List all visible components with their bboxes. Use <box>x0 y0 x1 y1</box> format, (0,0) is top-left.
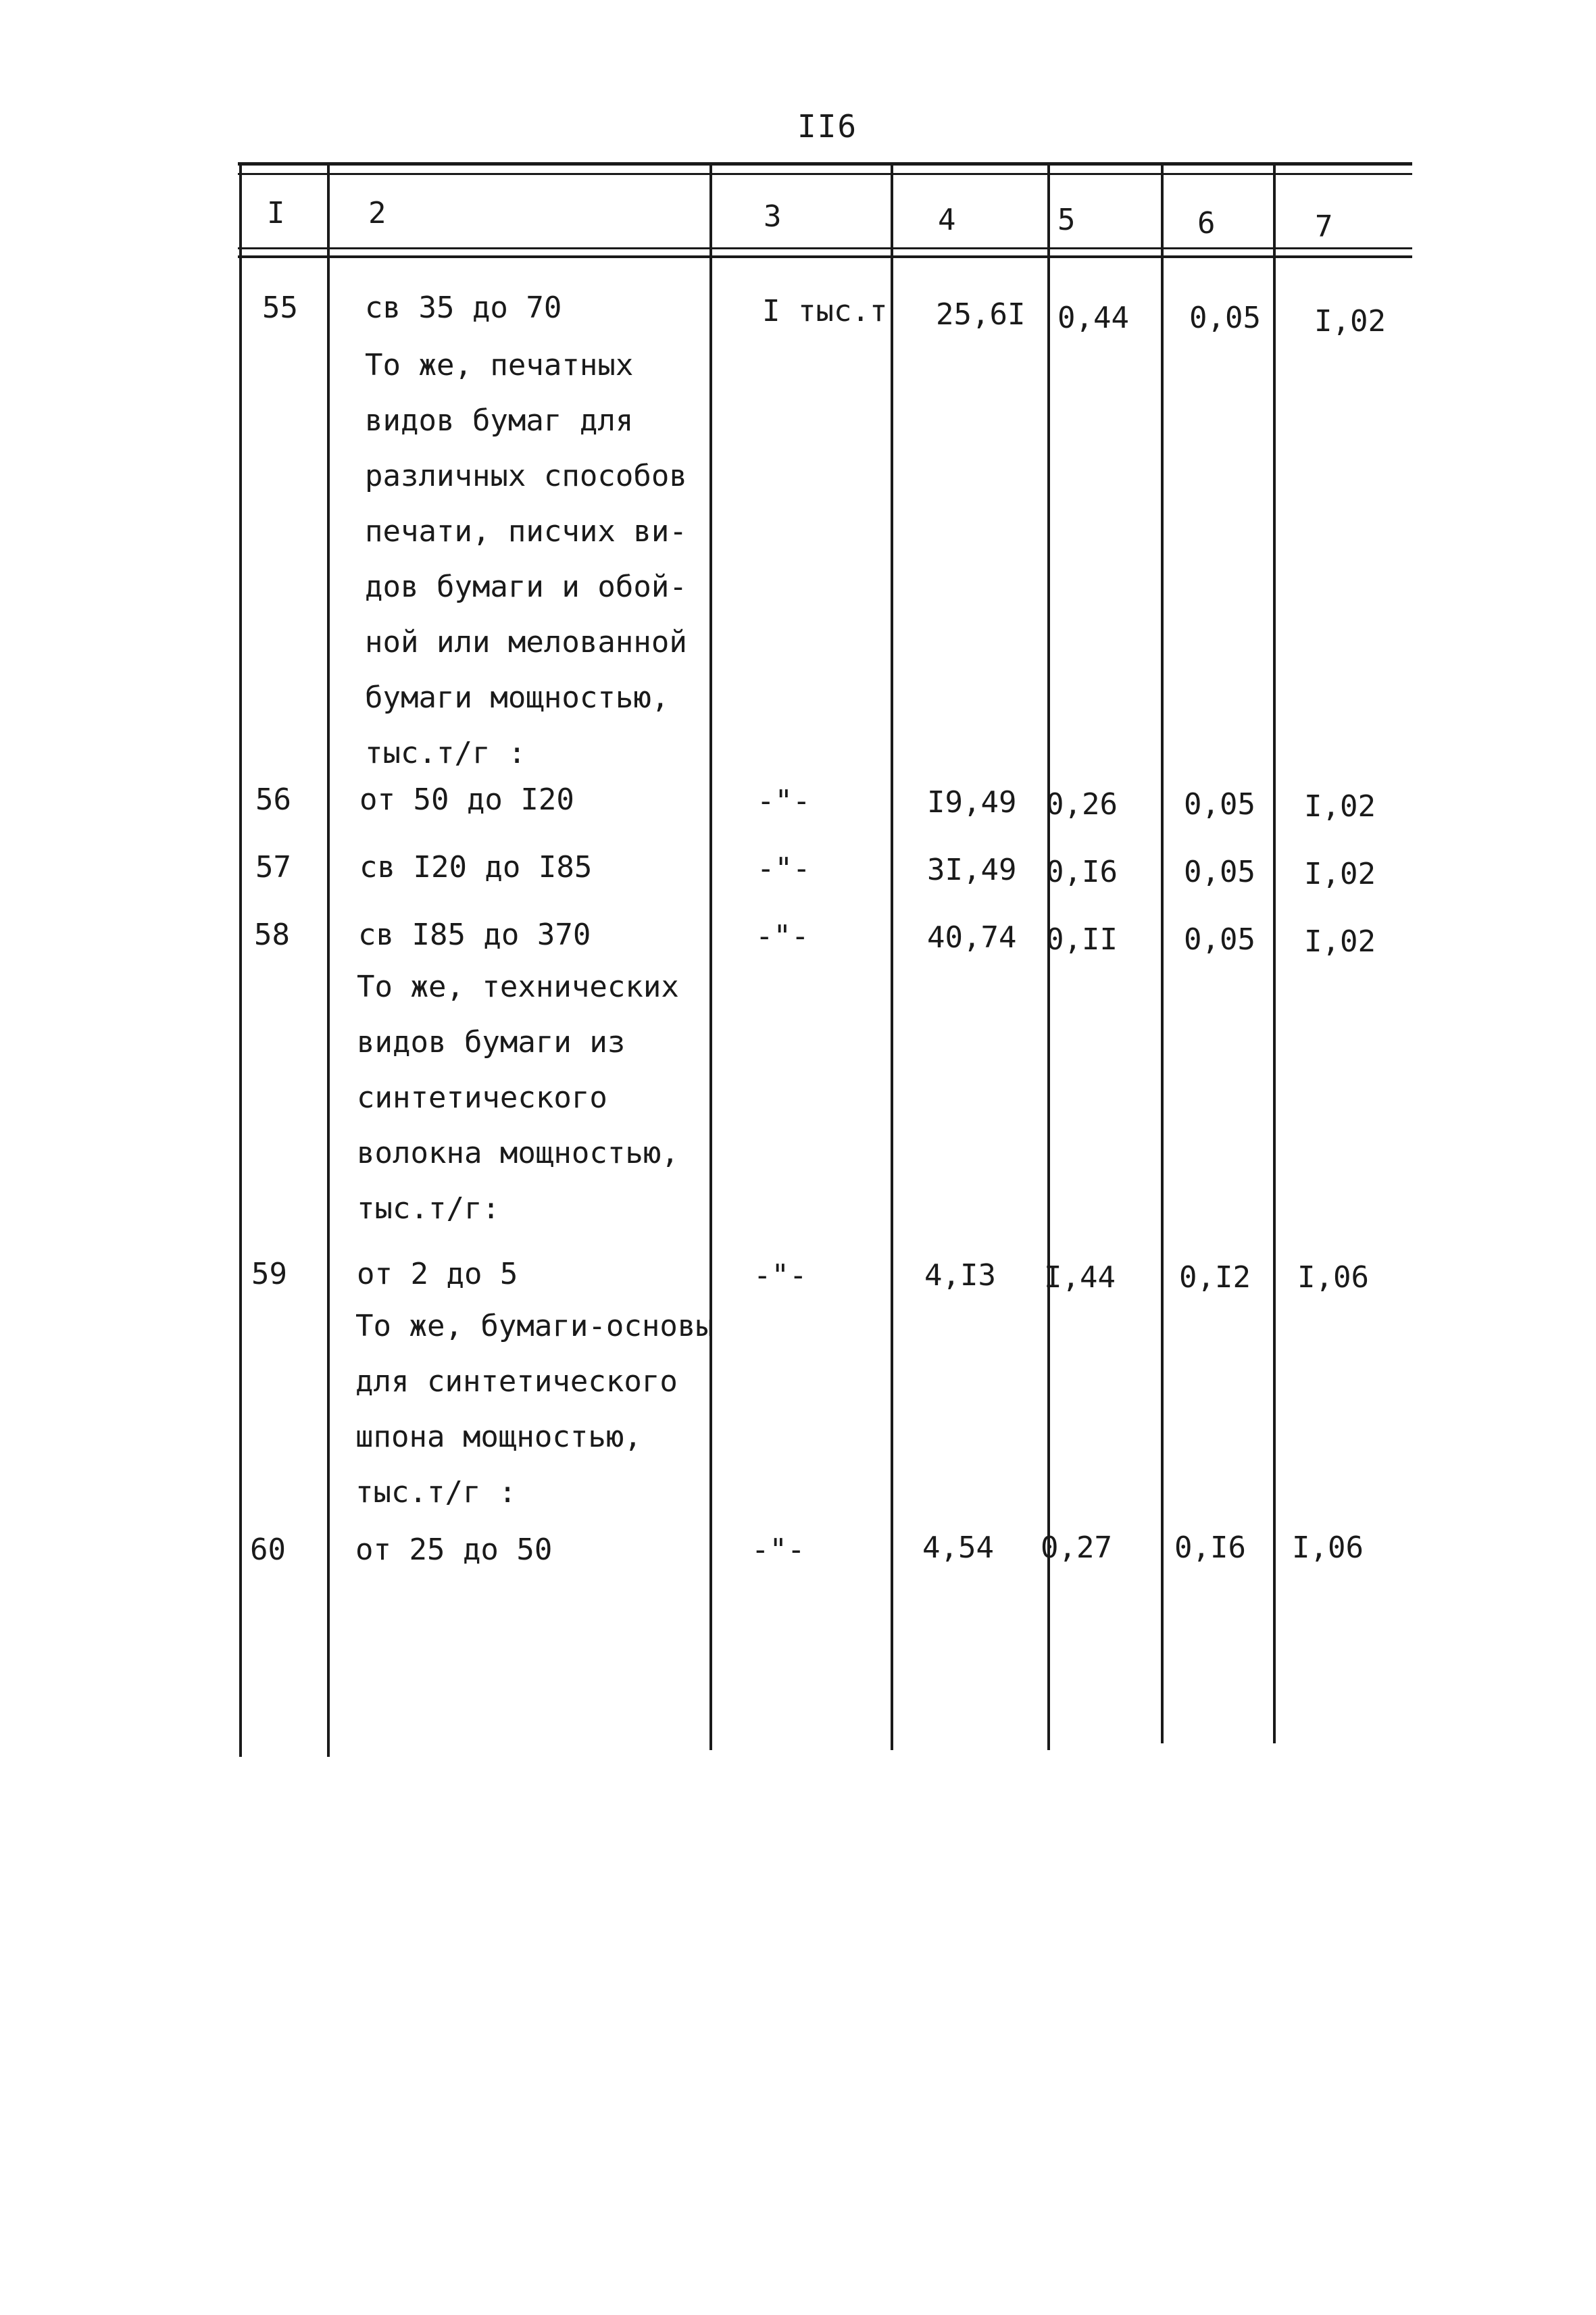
row-text: от 50 до I20 <box>359 782 574 817</box>
row-col4: I9,49 <box>927 785 1017 820</box>
row-col7: I,02 <box>1314 304 1386 339</box>
row-unit: -"- <box>757 784 811 818</box>
row-number: 56 <box>255 782 291 817</box>
row-col7: I,02 <box>1304 857 1376 891</box>
row-col7: I,02 <box>1304 924 1376 959</box>
row-number: 58 <box>254 918 290 952</box>
table-top-rule <box>238 162 1412 166</box>
row-number: 60 <box>250 1533 286 1567</box>
row-col6: 0,05 <box>1184 922 1255 957</box>
row-col5: 0,II <box>1046 922 1118 957</box>
row-col6: 0,I2 <box>1179 1260 1251 1295</box>
row-text: св I85 до 370 <box>358 918 591 952</box>
row-col5: 0,44 <box>1057 301 1129 335</box>
column-header-7: 7 <box>1315 209 1333 244</box>
row-unit: -"- <box>757 851 811 886</box>
row-col4: 3I,49 <box>927 853 1017 887</box>
row-number: 59 <box>251 1257 287 1291</box>
row-text: от 25 до 50 <box>355 1533 553 1567</box>
row-description: То же, печатных видов бумаг для различных способов печати, писчих ви- дов бумаги и обой- ной или мелованной бумаги мощностью, тыс.т/г : <box>365 348 687 770</box>
column-header-1: I <box>267 196 285 230</box>
row-col7: I,06 <box>1292 1530 1364 1565</box>
row-col7: I,06 <box>1297 1260 1369 1295</box>
row-col6: 0,05 <box>1184 787 1255 822</box>
row-unit: -"- <box>753 1258 807 1293</box>
row-col6: 0,05 <box>1184 855 1255 889</box>
header-bottom-rule <box>238 247 1412 249</box>
row-text: от 2 до 5 <box>357 1257 518 1291</box>
header-bottom-rule-inner <box>238 255 1412 258</box>
row-col4: 40,74 <box>927 920 1017 955</box>
row-col5: 0,26 <box>1046 787 1118 822</box>
row-col4: 25,6I <box>936 297 1026 332</box>
row-number: 55 <box>262 291 298 325</box>
column-rule <box>1273 162 1276 1743</box>
row-unit: -"- <box>755 919 809 953</box>
column-rule <box>1161 162 1164 1743</box>
column-header-4: 4 <box>938 203 956 237</box>
row-col4: 4,I3 <box>924 1258 996 1293</box>
row-description: То же, технических видов бумаги из синтетического волокна мощностью, тыс.т/г: <box>357 970 679 1226</box>
page-number: II6 <box>797 108 858 145</box>
row-number: 57 <box>255 850 291 885</box>
row-col4: 4,54 <box>922 1530 994 1565</box>
row-col5: 0,27 <box>1041 1530 1112 1565</box>
row-col6: 0,05 <box>1189 301 1261 335</box>
column-header-5: 5 <box>1057 203 1076 237</box>
row-col5: I,44 <box>1044 1260 1116 1295</box>
table-top-rule-inner <box>238 173 1412 175</box>
column-header-2: 2 <box>368 196 386 230</box>
column-header-6: 6 <box>1197 206 1216 241</box>
row-col5: 0,I6 <box>1046 855 1118 889</box>
row-text: св 35 до 70 <box>365 291 562 325</box>
row-col7: I,02 <box>1304 789 1376 824</box>
column-rule <box>239 162 242 1757</box>
column-rule <box>327 162 330 1757</box>
row-text: св I20 до I85 <box>359 850 593 885</box>
column-rule <box>891 162 893 1750</box>
row-unit: I тыс.т <box>762 294 888 328</box>
column-header-3: 3 <box>764 199 782 234</box>
row-description: То же, бумаги-основы для синтетического шпона мощностью, тыс.т/г : <box>355 1309 714 1510</box>
row-unit: -"- <box>751 1533 805 1567</box>
row-col6: 0,I6 <box>1174 1530 1246 1565</box>
